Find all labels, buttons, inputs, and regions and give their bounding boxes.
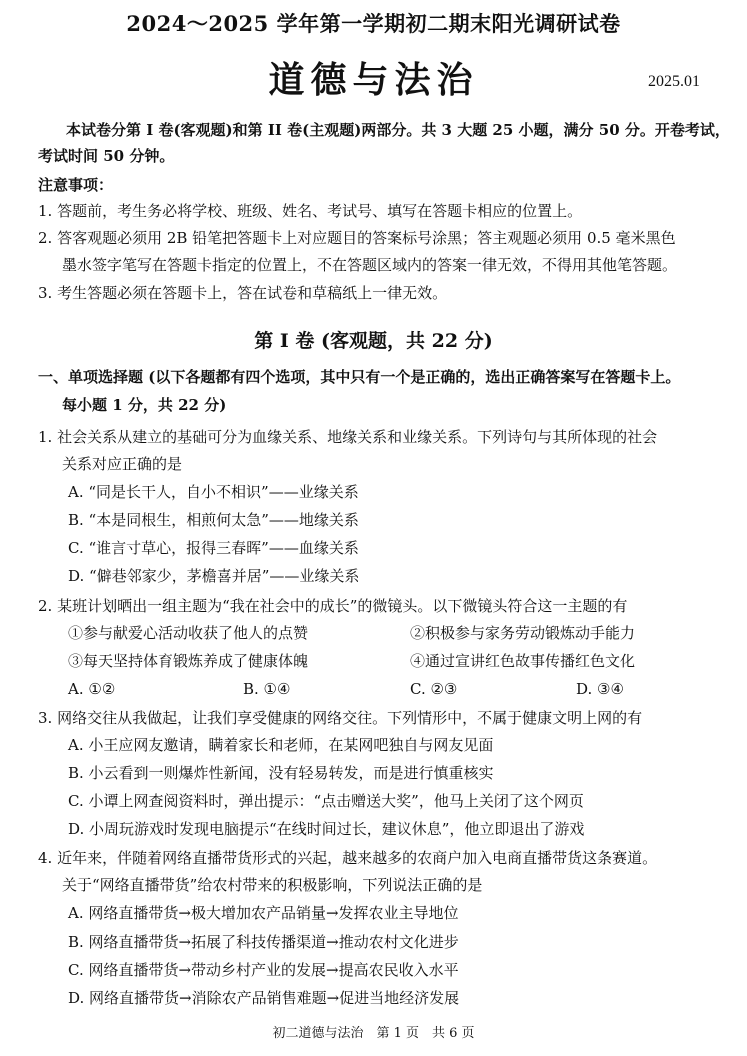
exam-header-title: 2024～2025 学年第一学期初二期末阳光调研试卷	[126, 11, 621, 36]
q3-stem: 3. 网络交往从我做起，让我们享受健康的网络交往。下列情形中，不属于健康文明上网的有	[38, 709, 643, 727]
intro-line-1: 本试卷分第 I 卷(客观题)和第 II 卷(主观题)两部分。共 3 大题 25 小题，满分 50 分。开卷考试，	[66, 121, 730, 139]
q4-option-b: B. 网络直播带货→拓展了科技传播渠道→推动农村文化进步	[68, 933, 459, 951]
note-item-2: 2. 答客观题必须用 2B 铅笔把答题卡上对应题目的答案标号涂黑；答主观题必须用 0.5 毫米黑色	[38, 229, 676, 247]
q2-option-b: B. ①④	[243, 680, 291, 698]
q1-stem-line-2: 关系对应正确的是	[62, 455, 183, 473]
part-heading-line-1: 一、单项选择题 (以下各题都有四个选项，其中只有一个是正确的，选出正确答案写在答题卡上。	[38, 368, 681, 386]
q2-option-a: A. ①②	[68, 680, 116, 698]
q1-stem-line-1: 1. 社会关系从建立的基础可分为血缘关系、地缘关系和业缘关系。下列诗句与其所体现的社会	[38, 428, 658, 446]
q2-stem: 2. 某班计划晒出一组主题为“我在社会中的成长”的微镜头。以下微镜头符合这一主题的有	[38, 597, 628, 615]
notes-heading: 注意事项：	[38, 176, 114, 194]
note-item-3: 3. 考生答题必须在答题卡上，答在试卷和草稿纸上一律无效。	[38, 284, 448, 302]
q1-option-a: A. “同是长干人，自小不相识”——业缘关系	[68, 483, 359, 501]
q2-statement-1: ①参与献爱心活动收获了他人的点赞	[68, 624, 309, 642]
section-title: 第 I 卷 (客观题，共 22 分)	[254, 330, 493, 352]
q2-statement-3: ③每天坚持体育锻炼养成了健康体魄	[68, 652, 309, 670]
q4-option-d: D. 网络直播带货→消除农产品销售难题→促进当地经济发展	[68, 989, 460, 1007]
q2-statement-4: ④通过宣讲红色故事传播红色文化	[410, 652, 636, 670]
q3-option-a: A. 小王应网友邀请，瞒着家长和老师，在某网吧独自与网友见面	[68, 736, 494, 754]
page-footer: 初二道德与法治 第 1 页 共 6 页	[272, 1026, 475, 1041]
q2-option-c: C. ②③	[410, 680, 458, 698]
q3-option-d: D. 小周玩游戏时发现电脑提示“在线时间过长，建议休息”，他立即退出了游戏	[68, 820, 585, 838]
subject-title: 道德与法治	[268, 59, 479, 101]
q4-option-c: C. 网络直播带货→带动乡村产业的发展→提高农民收入水平	[68, 961, 459, 979]
q4-option-a: A. 网络直播带货→极大增加农产品销量→发挥农业主导地位	[68, 904, 459, 922]
q1-option-d: D. “僻巷邻家少，茅檐喜并居”——业缘关系	[68, 567, 360, 585]
note-item-1: 1. 答题前，考生务必将学校、班级、姓名、考试号、填写在答题卡相应的位置上。	[38, 202, 583, 220]
exam-date: 2025.01	[648, 73, 700, 90]
q3-option-b: B. 小云看到一则爆炸性新闻，没有轻易转发，而是进行慎重核实	[68, 764, 494, 782]
q4-stem-line-1: 4. 近年来，伴随着网络直播带货形式的兴起，越来越多的农商户加入电商直播带货这条赛道。	[38, 849, 658, 867]
q3-option-c: C. 小谭上网查阅资料时，弹出提示：“点击赠送大奖”，他马上关闭了这个网页	[68, 792, 584, 810]
note-item-2-cont: 墨水签字笔写在答题卡指定的位置上，不在答题区域内的答案一律无效，不得用其他笔答题。	[62, 256, 678, 274]
q4-stem-line-2: 关于“网络直播带货”给农村带来的积极影响，下列说法正确的是	[62, 876, 483, 894]
q1-option-c: C. “谁言寸草心，报得三春晖”——血缘关系	[68, 539, 359, 557]
part-heading-line-2: 每小题 1 分，共 22 分)	[62, 396, 227, 414]
q2-statement-2: ②积极参与家务劳动锻炼动手能力	[410, 624, 636, 642]
q1-option-b: B. “本是同根生，相煎何太急”——地缘关系	[68, 511, 359, 529]
q2-option-d: D. ③④	[576, 680, 624, 698]
intro-line-2: 考试时间 50 分钟。	[38, 147, 175, 165]
